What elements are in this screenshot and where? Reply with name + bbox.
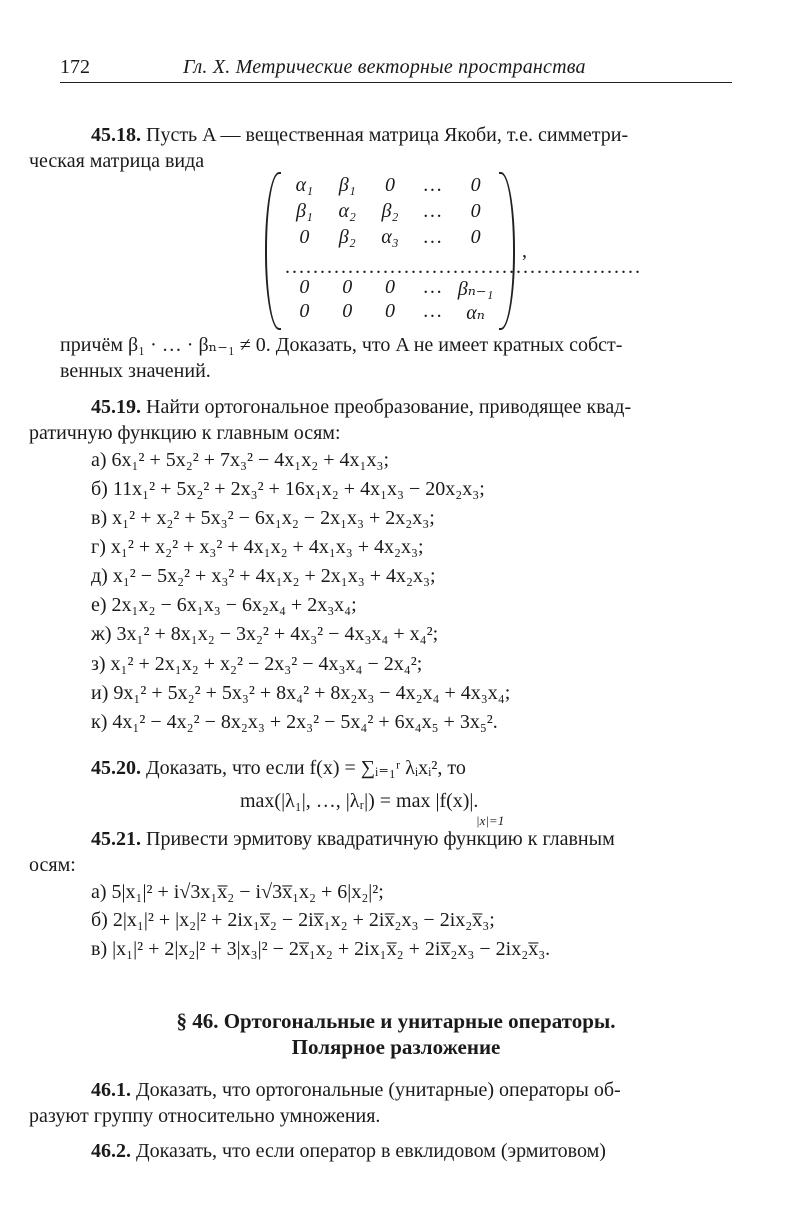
problem-number: 45.20.	[91, 757, 141, 779]
section-title-line: Полярное разложение	[291, 1035, 501, 1059]
list-item: а) 6x₁² + 5x₂² + 7x₃² − 4x₁x₂ + 4x₁x₃;	[91, 449, 390, 471]
problem-number: 45.21.	[91, 828, 141, 850]
left-parenthesis	[265, 172, 281, 330]
max-formula-subscript: |x|=1	[476, 813, 505, 828]
matrix-comma: ,	[522, 240, 527, 262]
matrix-row: 0 β₂ α₃ … 0	[299, 226, 481, 248]
header-rule	[60, 82, 732, 83]
problem-45-18	[29, 122, 732, 174]
problem-text: ческая матрица вида	[29, 150, 205, 172]
problem-text: ратичную функцию к главным осям:	[29, 422, 341, 444]
problem-46-1	[29, 1077, 732, 1129]
problem-number: 46.1.	[91, 1079, 131, 1101]
list-item: б) 11x₁² + 5x₂² + 2x₃² + 16x₁x₂ + 4x₁x₃ − 20x₂x₃;	[91, 478, 485, 500]
problem-number: 46.2.	[91, 1140, 131, 1162]
section-title-line: § 46. Ортогональные и унитарные операторы.	[176, 1009, 616, 1033]
problem-text: осям:	[29, 854, 76, 876]
list-item: ж) 3x₁² + 8x₁x₂ − 3x₂² + 4x₃² − 4x₃x₄ + x₄²;	[91, 623, 439, 645]
problem-text: Привести эрмитову квадратичную функцию к главным	[146, 828, 615, 850]
list-item: и) 9x₁² + 5x₂² + 5x₃² + 8x₄² + 8x₂x₃ − 4x₂x₄ + 4x₃x₄;	[91, 682, 511, 704]
matrix-row: 0 0 0 … βₙ₋₁	[299, 276, 494, 300]
list-item: б) 2|x₁|² + |x₂|² + 2ix₁x̅₂ − 2ix̅₁x₂ + 2ix̅₂x₃ − 2ix₂x̅₃;	[91, 909, 495, 931]
section-heading	[60, 1008, 732, 1060]
matrix-row: β₁ α₂ β₂ … 0	[295, 200, 481, 222]
matrix-row: α₁ β₁ 0 … 0	[295, 174, 481, 196]
right-parenthesis	[499, 172, 515, 330]
jacobi-matrix	[265, 172, 642, 328]
list-item: д) x₁² − 5x₂² + x₃² + 4x₁x₂ + 2x₁x₃ + 4x₂x₃;	[91, 565, 436, 587]
max-formula: max(|λ₁|, …, |λᵣ|) = max |f(x)|.	[240, 790, 479, 812]
problem-text: Пусть A — вещественная матрица Якоби, т.е. симметри-	[146, 124, 629, 146]
problem-text: Доказать, что если оператор в евклидовом (эрмитовом)	[136, 1140, 606, 1162]
problem-45-20	[91, 755, 466, 780]
list-item: г) x₁² + x₂² + x₃² + 4x₁x₂ + 4x₁x₃ + 4x₂x₃;	[91, 536, 424, 558]
list-item: в) x₁² + x₂² + 5x₃² − 6x₁x₂ − 2x₁x₃ + 2x₂x₃;	[91, 507, 435, 529]
list-item: к) 4x₁² − 4x₂² − 8x₂x₃ + 2x₃² − 5x₄² + 6x₄x₅ + 3x₅².	[91, 711, 498, 733]
problem-text: разуют группу относительно умножения.	[29, 1105, 381, 1127]
problem-text: Доказать, что если f(x) = ∑ᵢ₌₁ʳ λᵢxᵢ², то	[146, 757, 466, 779]
list-item: в) |x₁|² + 2|x₂|² + 3|x₃|² − 2x̅₁x₂ + 2ix₁x̅₂ + 2ix̅₂x₃ − 2ix₂x̅₃.	[91, 938, 551, 960]
list-item: а) 5|x₁|² + i√3x₁x̅₂ − i√3x̅₁x₂ + 6|x₂|²;	[91, 881, 384, 903]
list-item: е) 2x₁x₂ − 6x₁x₃ − 6x₂x₄ + 2x₃x₄;	[91, 594, 357, 616]
running-title: Гл. X. Метрические векторные пространства	[183, 56, 586, 78]
problem-46-2	[60, 1138, 732, 1164]
problem-number: 45.19.	[91, 396, 141, 418]
problem-text: Доказать, что ортогональные (унитарные) операторы об-	[136, 1079, 621, 1101]
problem-45-19	[29, 394, 732, 446]
problem-text: венных значений.	[60, 360, 211, 382]
problem-text: Найти ортогональное преобразование, приводящее квад-	[146, 396, 632, 418]
list-item: з) x₁² + 2x₁x₂ + x₂² − 2x₃² − 4x₃x₄ − 2x₄²;	[91, 653, 423, 675]
matrix-row: 0 0 0 … αₙ	[299, 300, 485, 324]
problem-text: причём β₁ · … · βₙ₋₁ ≠ 0. Доказать, что A не имеет кратных собст-	[60, 334, 623, 356]
problem-number: 45.18.	[91, 124, 141, 146]
problem-45-21	[29, 826, 732, 878]
page-number: 172	[60, 56, 90, 78]
matrix-dotted-row: ...................................................	[285, 256, 642, 278]
problem-45-18-continuation	[60, 332, 732, 384]
